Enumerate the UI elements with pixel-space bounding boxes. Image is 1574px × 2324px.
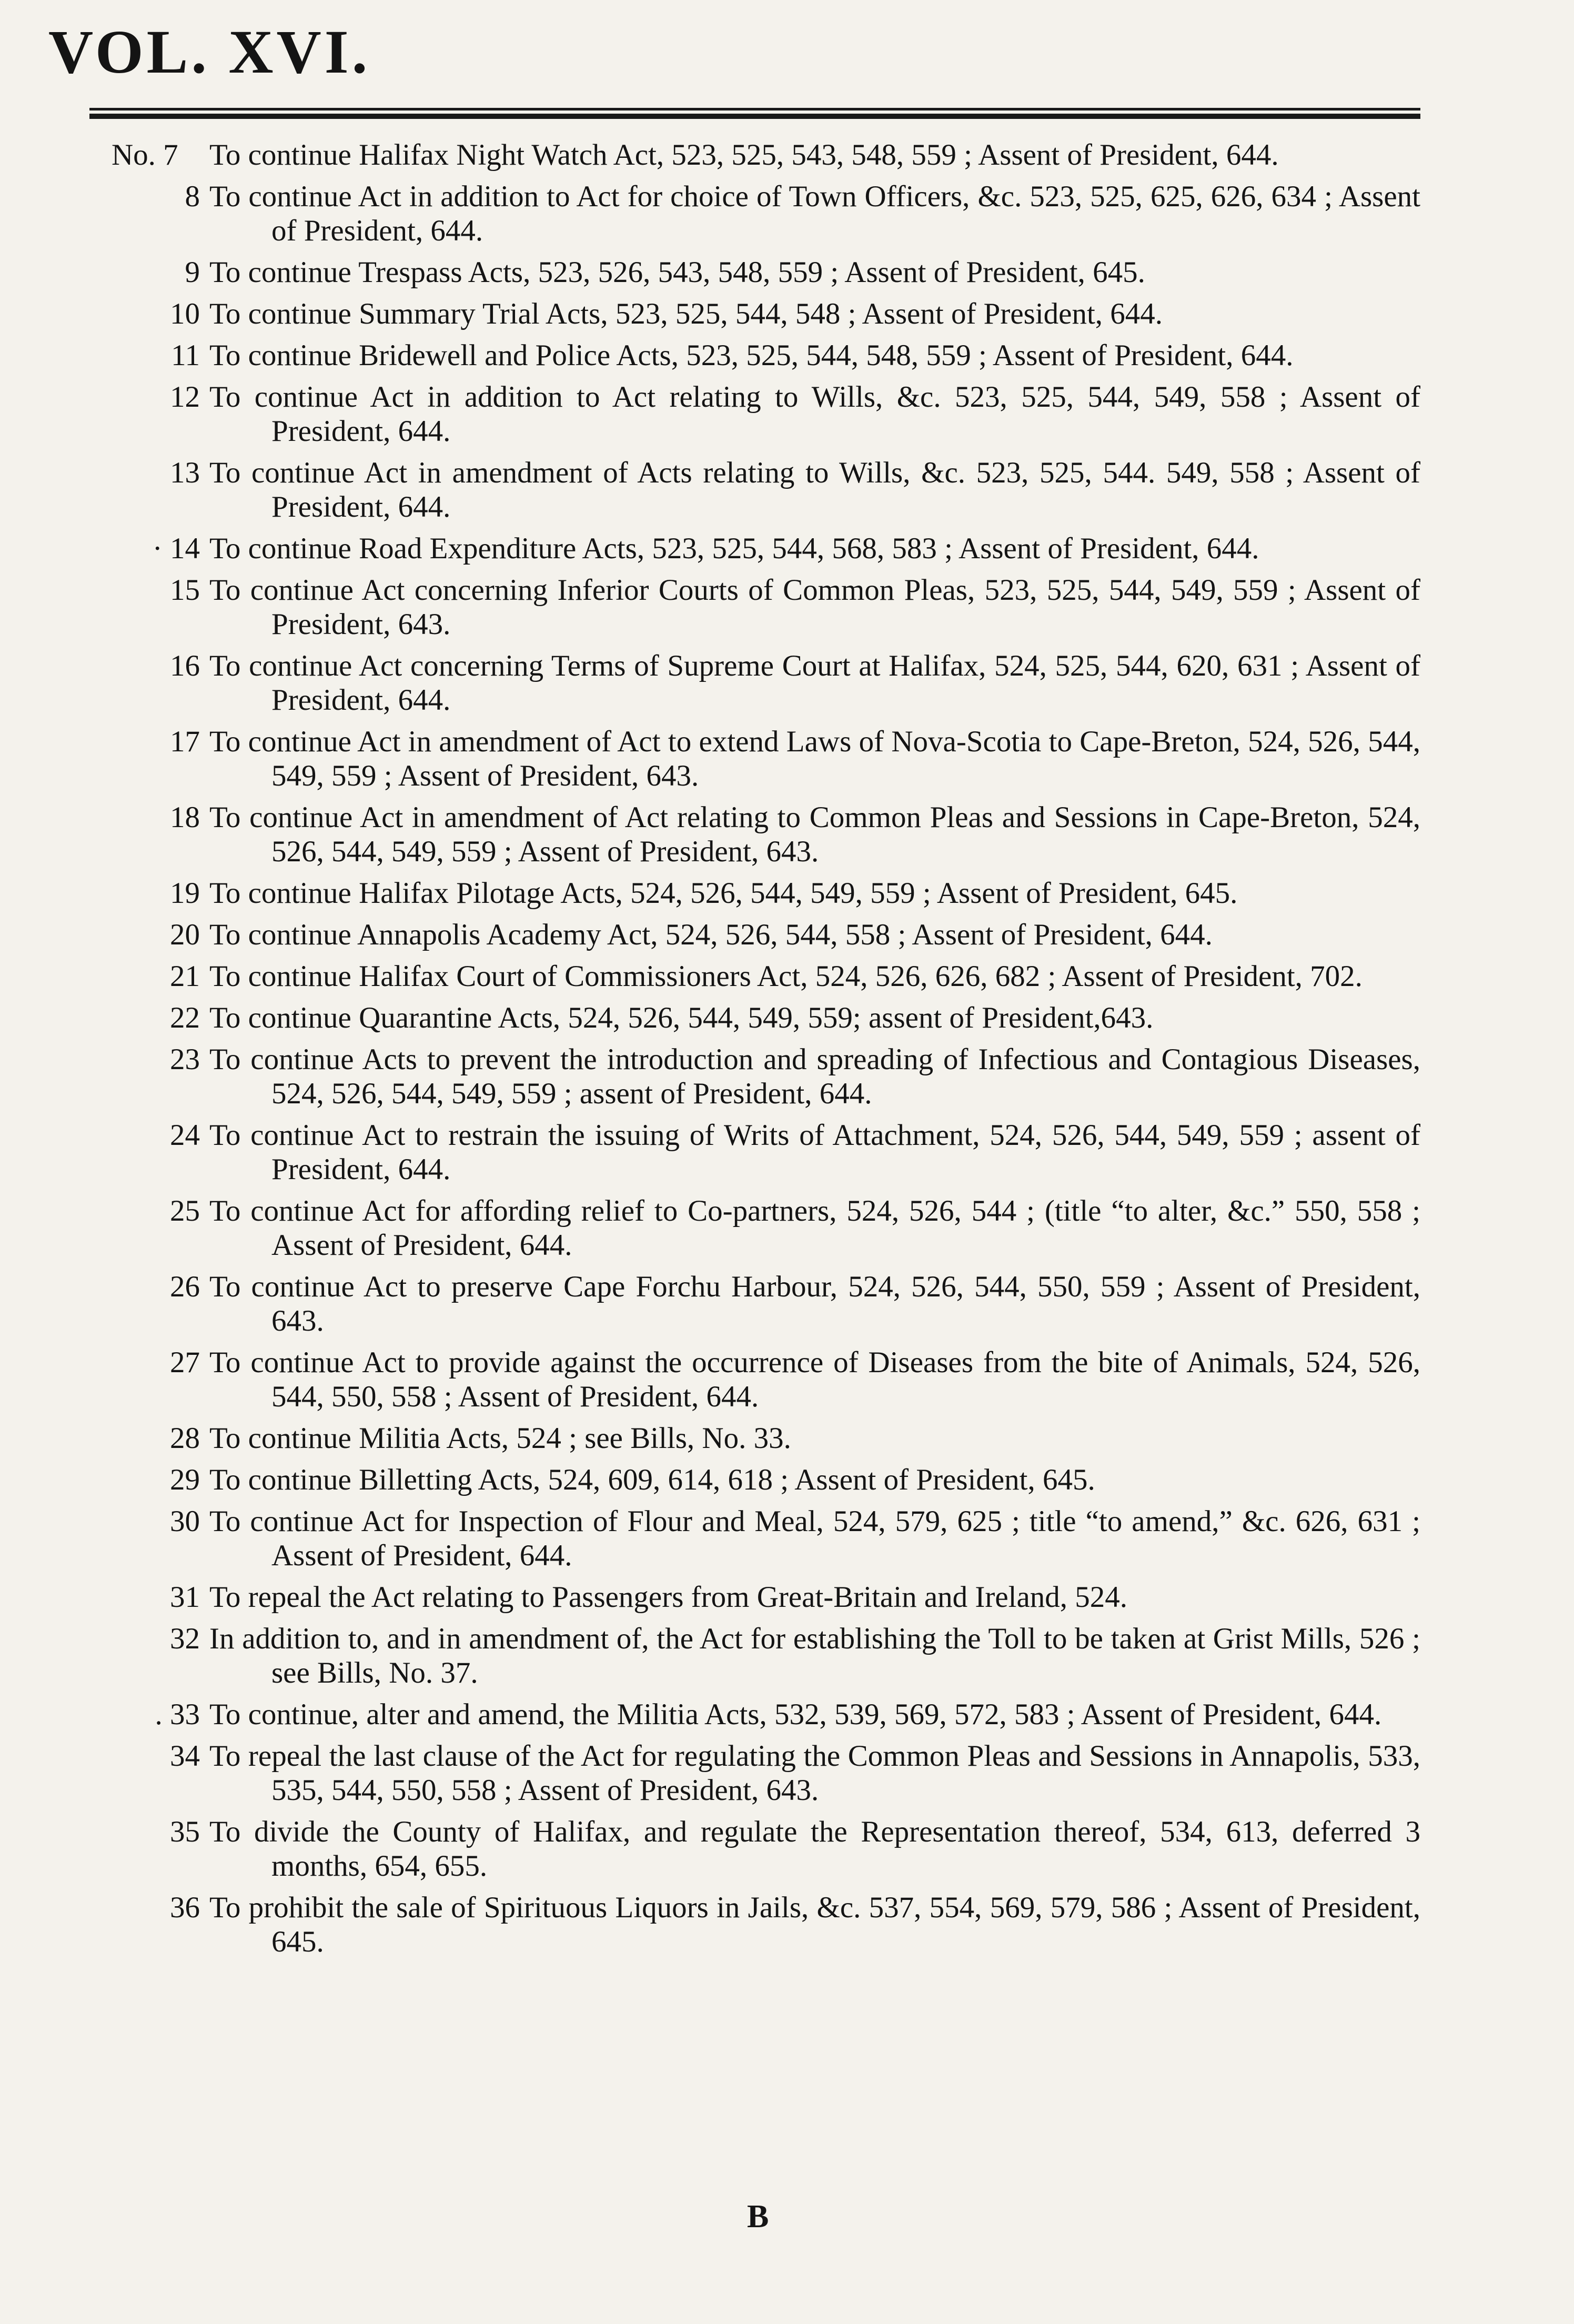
bill-entry — [0, 456, 1574, 524]
signature-mark: B — [747, 2199, 770, 2235]
entry-text: To continue Trespass Acts, 523, 526, 543, 548, 559 ; Assent of President, 645. — [209, 256, 1145, 289]
entry-text: To divide the County of Halifax, and regulate the Representation thereof, 534, 613, deferred 3 months, 654, 655. — [209, 1815, 1420, 1883]
bill-entry — [0, 800, 1574, 869]
bill-entry — [0, 1504, 1574, 1573]
bill-entry — [0, 138, 1574, 172]
entry-text: To continue Act concerning Inferior Courts of Common Pleas, 523, 525, 544, 549, 559 ; Assent of President, 643. — [209, 574, 1420, 641]
bill-entry — [0, 1345, 1574, 1414]
entry-text: To continue Act in addition to Act relating to Wills, &c. 523, 525, 544, 549, 558 ; Assent of President, 644. — [209, 380, 1420, 448]
entry-number: 29 — [170, 1463, 200, 1496]
header-rule-thick — [89, 114, 1420, 119]
bill-entry — [0, 1270, 1574, 1338]
bill-entry — [0, 179, 1574, 248]
entry-number: 20 — [170, 918, 200, 951]
entry-number: 27 — [170, 1346, 200, 1379]
bill-entry — [0, 531, 1574, 566]
entry-text: To continue Summary Trial Acts, 523, 525, 544, 548 ; Assent of President, 644. — [209, 297, 1163, 330]
entry-number: 28 — [170, 1422, 200, 1455]
bill-entry — [0, 1118, 1574, 1186]
entry-text: To continue Halifax Pilotage Acts, 524, 526, 544, 549, 559 ; Assent of President, 645. — [209, 877, 1238, 910]
entry-number: 30 — [170, 1505, 200, 1538]
entry-number: 17 — [170, 725, 200, 758]
entry-text: To continue Acts to prevent the introduction and spreading of Infectious and Contagious Diseases, 524, 526, 544, 549, 559 ; assent of President, 644. — [209, 1043, 1420, 1110]
entry-number: 35 — [170, 1815, 200, 1848]
entry-text: To continue Billetting Acts, 524, 609, 614, 618 ; Assent of President, 645. — [209, 1463, 1095, 1496]
entry-number: 32 — [170, 1622, 200, 1655]
bill-entry — [0, 1697, 1574, 1732]
bill-entry — [0, 297, 1574, 331]
entry-text: To continue Act in amendment of Acts relating to Wills, &c. 523, 525, 544. 549, 558 ; Assent of President, 644. — [209, 456, 1420, 524]
entry-number: No. 7 — [112, 138, 178, 172]
entry-number: 10 — [170, 297, 200, 330]
bill-entry — [0, 1739, 1574, 1807]
header-rule-thin — [89, 108, 1420, 110]
entry-number: 16 — [170, 649, 200, 682]
entry-number: 9 — [185, 256, 200, 289]
entry-number: 8 — [185, 180, 200, 213]
entry-text: To continue Act in amendment of Act to extend Laws of Nova-Scotia to Cape-Breton, 524, 526, 544, 549, 559 ; Assent of President, 643. — [209, 725, 1420, 792]
entry-number: 25 — [170, 1194, 200, 1228]
entry-text: To prohibit the sale of Spirituous Liquors in Jails, &c. 537, 554, 569, 579, 586 ; Assent of President, 645. — [209, 1891, 1420, 1958]
entry-text: To continue Annapolis Academy Act, 524, 526, 544, 558 ; Assent of President, 644. — [209, 918, 1213, 951]
entry-text: To continue Act in addition to Act for choice of Town Officers, &c. 523, 525, 625, 626, 634 ; Assent of President, 644. — [209, 180, 1420, 247]
bill-entry — [0, 1890, 1574, 1959]
entry-text: To continue Act concerning Terms of Supreme Court at Halifax, 524, 525, 544, 620, 631 ; Assent of President, 644. — [209, 649, 1420, 717]
entry-number: . 33 — [155, 1698, 200, 1731]
bill-entry — [0, 649, 1574, 717]
entry-number: 22 — [170, 1001, 200, 1034]
bill-entry — [0, 959, 1574, 993]
entry-number: 11 — [171, 339, 200, 372]
entry-text: To continue Quarantine Acts, 524, 526, 544, 549, 559; assent of President,643. — [209, 1001, 1154, 1034]
bill-entry — [0, 1815, 1574, 1883]
entry-text: To continue Bridewell and Police Acts, 523, 525, 544, 548, 559 ; Assent of President, 644. — [209, 339, 1294, 372]
entry-text: To continue Act to provide against the occurrence of Diseases from the bite of Animals, 524, 526, 544, 550, 558 ; Assent of President, 644. — [209, 1346, 1420, 1413]
entry-number: 26 — [170, 1270, 200, 1303]
entry-text: In addition to, and in amendment of, the Act for establishing the Toll to be taken at Grist Mills, 526 ; see Bills, No. 37. — [209, 1622, 1420, 1689]
entry-number: 13 — [170, 456, 200, 489]
bill-entry — [0, 1463, 1574, 1497]
entry-number: · 14 — [152, 532, 200, 565]
bill-entry — [0, 1421, 1574, 1455]
entry-text: To continue Militia Acts, 524 ; see Bills, No. 33. — [209, 1422, 791, 1455]
bill-entry — [0, 918, 1574, 952]
bill-entry — [0, 1194, 1574, 1262]
entry-text: To continue Road Expenditure Acts, 523, 525, 544, 568, 583 ; Assent of President, 644. — [209, 532, 1259, 565]
entry-text: To continue Act for affording relief to Co-partners, 524, 526, 544 ; (title “to alter, &c.” 550, 558 ; Assent of President, 644. — [209, 1194, 1420, 1262]
entry-text: To continue Halifax Court of Commissioners Act, 524, 526, 626, 682 ; Assent of President, 702. — [209, 960, 1363, 993]
bill-entry — [0, 380, 1574, 448]
bill-entry — [0, 1622, 1574, 1690]
bill-entry — [0, 1580, 1574, 1614]
entry-text: To continue Act in amendment of Act relating to Common Pleas and Sessions in Cape-Breton, 524, 526, 544, 549, 559 ; Assent of President, 643. — [209, 801, 1420, 868]
volume-heading: VOL. XVI. — [48, 17, 371, 86]
entry-number: 24 — [170, 1119, 200, 1152]
entry-number: 12 — [170, 380, 200, 414]
bill-entry — [0, 1001, 1574, 1035]
entry-text: To continue Act for Inspection of Flour and Meal, 524, 579, 625 ; title “to amend,” &c. 626, 631 ; Assent of President, 644. — [209, 1505, 1420, 1572]
entry-text: To continue Act to preserve Cape Forchu Harbour, 524, 526, 544, 550, 559 ; Assent of President, 643. — [209, 1270, 1420, 1337]
entry-number: 15 — [170, 574, 200, 607]
bill-entry — [0, 1042, 1574, 1111]
bill-entry — [0, 338, 1574, 373]
bill-entry — [0, 255, 1574, 289]
entry-number: 31 — [170, 1581, 200, 1614]
entry-text: To repeal the Act relating to Passengers from Great-Britain and Ireland, 524. — [209, 1581, 1128, 1614]
bill-entries-list — [0, 138, 1574, 1966]
entry-number: 21 — [170, 960, 200, 993]
entry-text: To repeal the last clause of the Act for regulating the Common Pleas and Sessions in Annapolis, 533, 535, 544, 550, 558 ; Assent of President, 643. — [209, 1739, 1420, 1807]
entry-number: 36 — [170, 1891, 200, 1924]
bill-entry — [0, 725, 1574, 793]
entry-number: 18 — [170, 801, 200, 834]
entry-text: To continue, alter and amend, the Militia Acts, 532, 539, 569, 572, 583 ; Assent of President, 644. — [209, 1698, 1382, 1731]
entry-text: To continue Act to restrain the issuing of Writs of Attachment, 524, 526, 544, 549, 559 ; assent of President, 644. — [209, 1119, 1420, 1186]
bill-entry — [0, 876, 1574, 910]
entry-text: To continue Halifax Night Watch Act, 523, 525, 543, 548, 559 ; Assent of President, 644. — [209, 138, 1279, 172]
entry-number: 19 — [170, 877, 200, 910]
entry-number: 23 — [170, 1043, 200, 1076]
entry-number: 34 — [170, 1739, 200, 1773]
bill-entry — [0, 573, 1574, 641]
